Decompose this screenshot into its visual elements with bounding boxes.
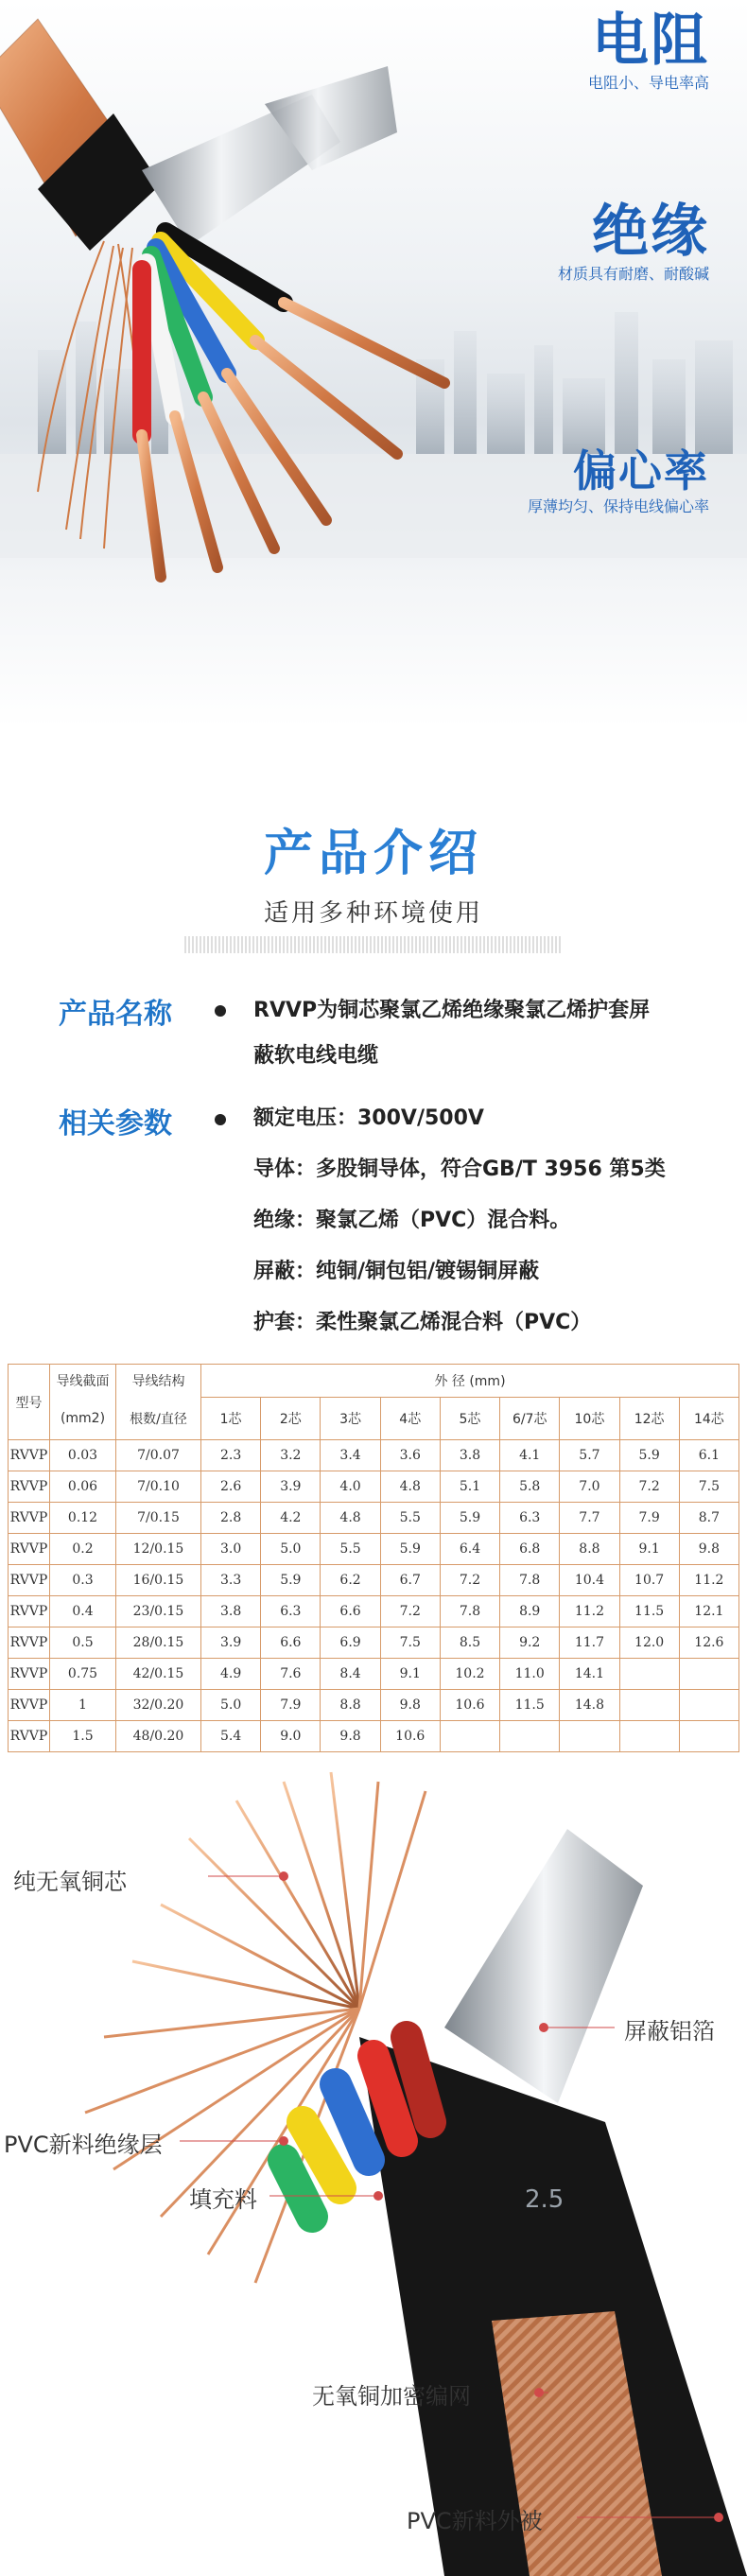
cell-diameter: 7.5 [679,1471,738,1503]
table-row [9,1503,739,1534]
cell-diameter: 6.6 [321,1596,380,1627]
header-area-unit: (mm2) [50,1398,116,1440]
decorative-fine-print [184,936,563,953]
cell-struct: 32/0.20 [116,1690,201,1721]
cell-area: 0.2 [50,1534,116,1565]
feature-title: 绝缘 [592,199,709,265]
intro-subtitle: 适用多种环境使用 [263,899,483,928]
cell-area: 1 [50,1690,116,1721]
intro-title: 产品介绍 [263,826,483,882]
cell-diameter: 3.3 [201,1565,261,1596]
feature-subtitle: 厚薄均匀、保持电线偏心率 [527,497,709,515]
table-row [9,1534,739,1565]
cell-diameter: 8.8 [321,1690,380,1721]
cell-diameter: 6.9 [321,1627,380,1659]
cell-diameter: 3.9 [201,1627,261,1659]
header-core-count: 4芯 [380,1398,440,1440]
cell-area: 0.4 [50,1596,116,1627]
cell-diameter: 7.5 [380,1627,440,1659]
cell-model: RVVP [9,1503,50,1534]
cell-diameter: 7.2 [380,1596,440,1627]
cell-diameter: 7.9 [619,1503,679,1534]
cell-diameter: 8.8 [560,1534,619,1565]
header-core-count: 2芯 [261,1398,321,1440]
cell-diameter: 12.1 [679,1596,738,1627]
feature-resistance [588,8,709,93]
cell-diameter: 11.5 [619,1596,679,1627]
hero-background-svg [0,0,747,728]
cell-diameter: 8.7 [679,1503,738,1534]
cell-diameter: 3.9 [261,1471,321,1503]
cell-struct: 23/0.15 [116,1596,201,1627]
cell-area: 1.5 [50,1721,116,1752]
cell-model: RVVP [9,1627,50,1659]
label-shield-foil: 屏蔽铝箔 [624,2018,715,2045]
cell-diameter: 10.6 [380,1721,440,1752]
cell-struct: 48/0.20 [116,1721,201,1752]
params-label: 相关参数 [59,1107,172,1140]
header-core-count: 3芯 [321,1398,380,1440]
header-core-count: 14芯 [679,1398,738,1440]
cell-model: RVVP [9,1596,50,1627]
cell-diameter: 4.8 [321,1503,380,1534]
cell-diameter: 6.3 [261,1596,321,1627]
feature-title: 电阻 [592,8,709,74]
cell-diameter: 7.0 [560,1471,619,1503]
label-copper-core: 纯无氧铜芯 [13,1869,127,1895]
cell-diameter: 4.9 [201,1659,261,1690]
cell-diameter: 10.2 [440,1659,499,1690]
cell-area: 0.5 [50,1627,116,1659]
param-shield: 屏蔽：纯铜/铜包铝/镀锡铜屏蔽 [253,1260,540,1283]
param-jacket: 护套：柔性聚氯乙烯混合料（PVC） [253,1311,592,1334]
cell-struct: 7/0.10 [116,1471,201,1503]
feature-subtitle: 电阻小、导电率高 [587,74,709,92]
cell-diameter: 6.2 [321,1565,380,1596]
cell-diameter: 5.7 [560,1440,619,1471]
cell-diameter: 11.2 [560,1596,619,1627]
product-name-line-2: 蔽软电线电缆 [253,1044,379,1068]
header-core-count: 6/7芯 [500,1398,560,1440]
table-row [9,1659,739,1690]
bullet-icon [215,1114,226,1125]
cell-diameter: 6.8 [500,1534,560,1565]
bullet-icon [215,1005,226,1017]
cell-diameter: 3.6 [380,1440,440,1471]
cell-diameter: 6.6 [261,1627,321,1659]
cell-diameter: 9.1 [380,1659,440,1690]
table-header-row [9,1398,739,1440]
cell-model: RVVP [9,1534,50,1565]
cell-diameter: 5.1 [440,1471,499,1503]
cell-diameter: 12.0 [619,1627,679,1659]
cell-model: RVVP [9,1471,50,1503]
table-body [9,1440,739,1752]
cell-diameter [679,1659,738,1690]
cell-area: 0.75 [50,1659,116,1690]
cell-diameter: 4.1 [500,1440,560,1471]
cell-model: RVVP [9,1721,50,1752]
cell-diameter: 7.8 [440,1596,499,1627]
cell-diameter: 9.8 [321,1721,380,1752]
cell-diameter: 6.3 [500,1503,560,1534]
cell-diameter: 9.8 [679,1534,738,1565]
cell-struct: 42/0.15 [116,1659,201,1690]
cell-diameter: 7.9 [261,1690,321,1721]
cell-diameter: 7.2 [619,1471,679,1503]
cell-struct: 28/0.15 [116,1627,201,1659]
feature-subtitle: 材质具有耐磨、耐酸碱 [557,265,709,283]
cell-struct: 16/0.15 [116,1565,201,1596]
cell-diameter: 7.8 [500,1565,560,1596]
cell-model: RVVP [9,1565,50,1596]
cell-diameter: 8.5 [440,1627,499,1659]
cell-diameter: 2.6 [201,1471,261,1503]
header-core-count: 10芯 [560,1398,619,1440]
header-od: 外 径 (mm) [201,1365,739,1398]
table-row [9,1627,739,1659]
cell-diameter: 3.0 [201,1534,261,1565]
cell-diameter: 8.9 [500,1596,560,1627]
feature-title: 偏心率 [573,445,709,496]
label-filler: 填充料 [189,2186,257,2213]
cell-diameter: 6.4 [440,1534,499,1565]
cell-area: 0.3 [50,1565,116,1596]
table-row [9,1596,739,1627]
header-struct: 导线结构 [116,1365,201,1398]
label-pvc-insulation: PVC新料绝缘层 [4,2132,163,2158]
cell-model: RVVP [9,1659,50,1690]
param-voltage: 额定电压：300V/500V [253,1106,484,1130]
cell-diameter: 9.1 [619,1534,679,1565]
cell-model: RVVP [9,1440,50,1471]
header-struct-sub: 根数/直径 [116,1398,201,1440]
cell-diameter: 5.9 [261,1565,321,1596]
cell-diameter: 11.5 [500,1690,560,1721]
cell-diameter: 10.6 [440,1690,499,1721]
cell-diameter: 3.8 [201,1596,261,1627]
cell-struct: 7/0.15 [116,1503,201,1534]
cell-diameter: 14.8 [560,1690,619,1721]
param-insulation: 绝缘：聚氯乙烯（PVC）混合料。 [253,1209,571,1232]
header-core-count: 1芯 [201,1398,261,1440]
cell-diameter: 5.4 [201,1721,261,1752]
cell-diameter: 11.2 [679,1565,738,1596]
cell-diameter: 7.7 [560,1503,619,1534]
cell-diameter: 11.0 [500,1659,560,1690]
table-row [9,1690,739,1721]
table-row [9,1565,739,1596]
cell-diameter: 3.2 [261,1440,321,1471]
product-name-label: 产品名称 [59,998,172,1031]
cell-diameter: 3.8 [440,1440,499,1471]
header-area: 导线截面 [50,1365,116,1398]
cell-struct: 12/0.15 [116,1534,201,1565]
cell-diameter: 14.1 [560,1659,619,1690]
cell-diameter: 3.4 [321,1440,380,1471]
cell-diameter: 5.9 [380,1534,440,1565]
feature-insulation [558,199,709,284]
table-row [9,1471,739,1503]
cell-diameter: 12.6 [679,1627,738,1659]
cell-diameter: 7.2 [440,1565,499,1596]
cell-diameter: 2.8 [201,1503,261,1534]
cell-diameter: 5.0 [261,1534,321,1565]
cell-diameter: 4.8 [380,1471,440,1503]
label-braid: 无氧铜加密编网 [312,2383,471,2410]
cell-diameter [679,1690,738,1721]
cell-diameter [619,1659,679,1690]
cell-diameter: 9.8 [380,1690,440,1721]
cell-diameter: 4.0 [321,1471,380,1503]
header-core-count: 5芯 [440,1398,499,1440]
cell-area: 0.06 [50,1471,116,1503]
cell-diameter: 4.2 [261,1503,321,1534]
header-model: 型号 [9,1365,50,1440]
cell-diameter: 5.8 [500,1471,560,1503]
cell-diameter: 6.1 [679,1440,738,1471]
header-core-count: 12芯 [619,1398,679,1440]
product-name-line-1: RVVP为铜芯聚氯乙烯绝缘聚氯乙烯护套屏 [253,999,651,1022]
table-row [9,1440,739,1471]
cell-area: 0.03 [50,1440,116,1471]
feature-eccentricity [528,444,709,516]
cell-diameter: 8.4 [321,1659,380,1690]
cell-diameter: 2.3 [201,1440,261,1471]
param-conductor: 导体：多股铜导体，符合GB/T 3956 第5类 [253,1157,666,1181]
hero-banner [0,0,747,728]
cell-diameter: 5.5 [321,1534,380,1565]
cell-struct: 7/0.07 [116,1440,201,1471]
cell-diameter: 9.0 [261,1721,321,1752]
print-mark: 2.5 [525,2185,565,2214]
cell-diameter: 10.7 [619,1565,679,1596]
cell-diameter: 9.2 [500,1627,560,1659]
cell-diameter: 5.0 [201,1690,261,1721]
cell-model: RVVP [9,1690,50,1721]
cell-diameter [619,1690,679,1721]
table-header-row [9,1365,739,1398]
cell-diameter: 5.9 [619,1440,679,1471]
cell-diameter: 5.5 [380,1503,440,1534]
cell-diameter: 10.4 [560,1565,619,1596]
cell-diameter: 7.6 [261,1659,321,1690]
cell-area: 0.12 [50,1503,116,1534]
spec-table [8,1364,739,1752]
label-pvc-jacket: PVC新料外被 [407,2508,543,2534]
cell-diameter: 11.7 [560,1627,619,1659]
cell-diameter: 5.9 [440,1503,499,1534]
cell-diameter: 6.7 [380,1565,440,1596]
